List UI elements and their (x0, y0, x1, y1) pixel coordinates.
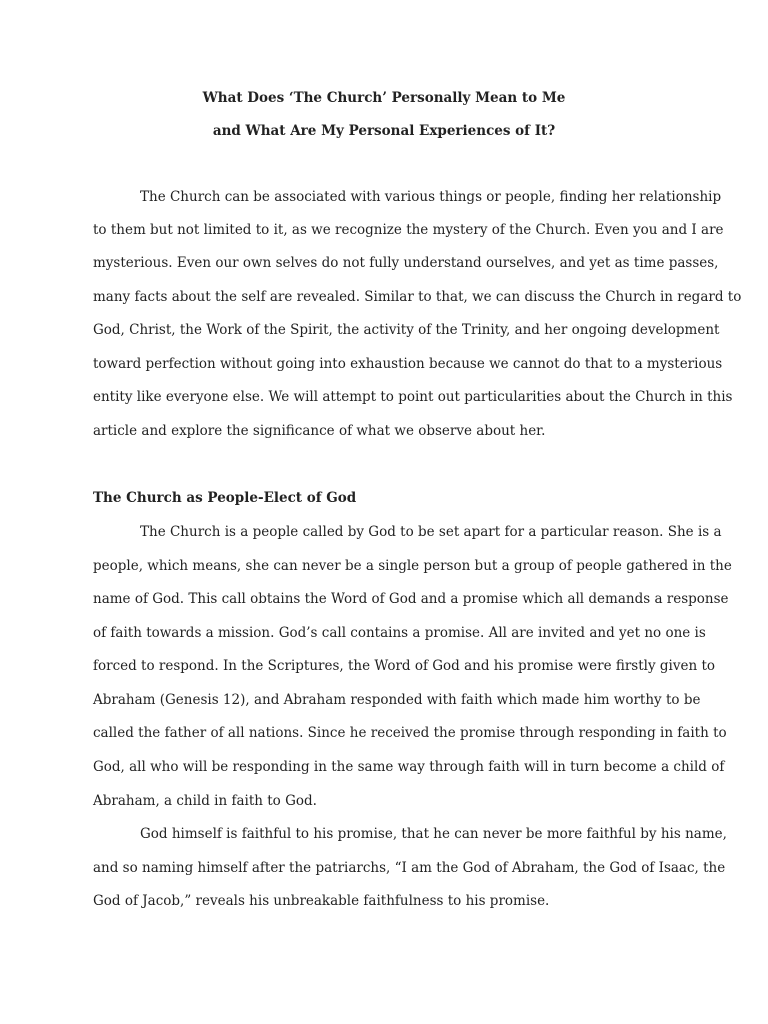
paragraph-line: and so naming himself after the patriarchs, “I am the God of Abraham, the God of Isaac, the (93, 860, 726, 876)
section-heading: The Church as People-Elect of God (93, 490, 357, 506)
paragraph-line: forced to respond. In the Scriptures, the Word of God and his promise were firstly given to (93, 658, 716, 674)
intro-line: toward perfection without going into exhaustion because we cannot do that to a mysterious (93, 356, 723, 372)
intro-line: mysterious. Even our own selves do not fully understand ourselves, and yet as time passes, (93, 255, 719, 271)
intro-line: entity like everyone else. We will attempt to point out particularities about the Church in this (93, 389, 733, 405)
paragraph-line: God of Jacob,” reveals his unbreakable faithfulness to his promise. (93, 893, 550, 909)
intro-line: to them but not limited to it, as we recognize the mystery of the Church. Even you and I are (93, 222, 724, 238)
intro-line: article and explore the significance of what we observe about her. (93, 423, 546, 439)
paragraph-line: people, which means, she can never be a single person but a group of people gathered in the (93, 558, 732, 574)
paragraph-line: Abraham (Genesis 12), and Abraham responded with faith which made him worthy to be (93, 692, 701, 708)
intro-line: many facts about the self are revealed. Similar to that, we can discuss the Church in regard to (93, 289, 742, 305)
paragraph-line: The Church is a people called by God to be set apart for a particular reason. She is a (140, 524, 722, 540)
paragraph-line: God himself is faithful to his promise, that he can never be more faithful by his name, (140, 826, 727, 842)
paragraph-line: God, all who will be responding in the same way through faith will in turn become a child of (93, 759, 725, 775)
paragraph-line: called the father of all nations. Since he received the promise through responding in faith to (93, 725, 727, 741)
paragraph-line: name of God. This call obtains the Word of God and a promise which all demands a response (93, 591, 729, 607)
document-title-line-2: and What Are My Personal Experiences of It? (212, 123, 556, 139)
intro-line: God, Christ, the Work of the Spirit, the activity of the Trinity, and her ongoing development (93, 322, 720, 338)
document-title-line-1: What Does ‘The Church’ Personally Mean to Me (202, 90, 566, 106)
intro-line: The Church can be associated with various things or people, finding her relationship (140, 189, 722, 205)
paragraph-line: of faith towards a mission. God’s call contains a promise. All are invited and yet no one is (93, 625, 706, 641)
paragraph-line: Abraham, a child in faith to God. (93, 793, 317, 809)
